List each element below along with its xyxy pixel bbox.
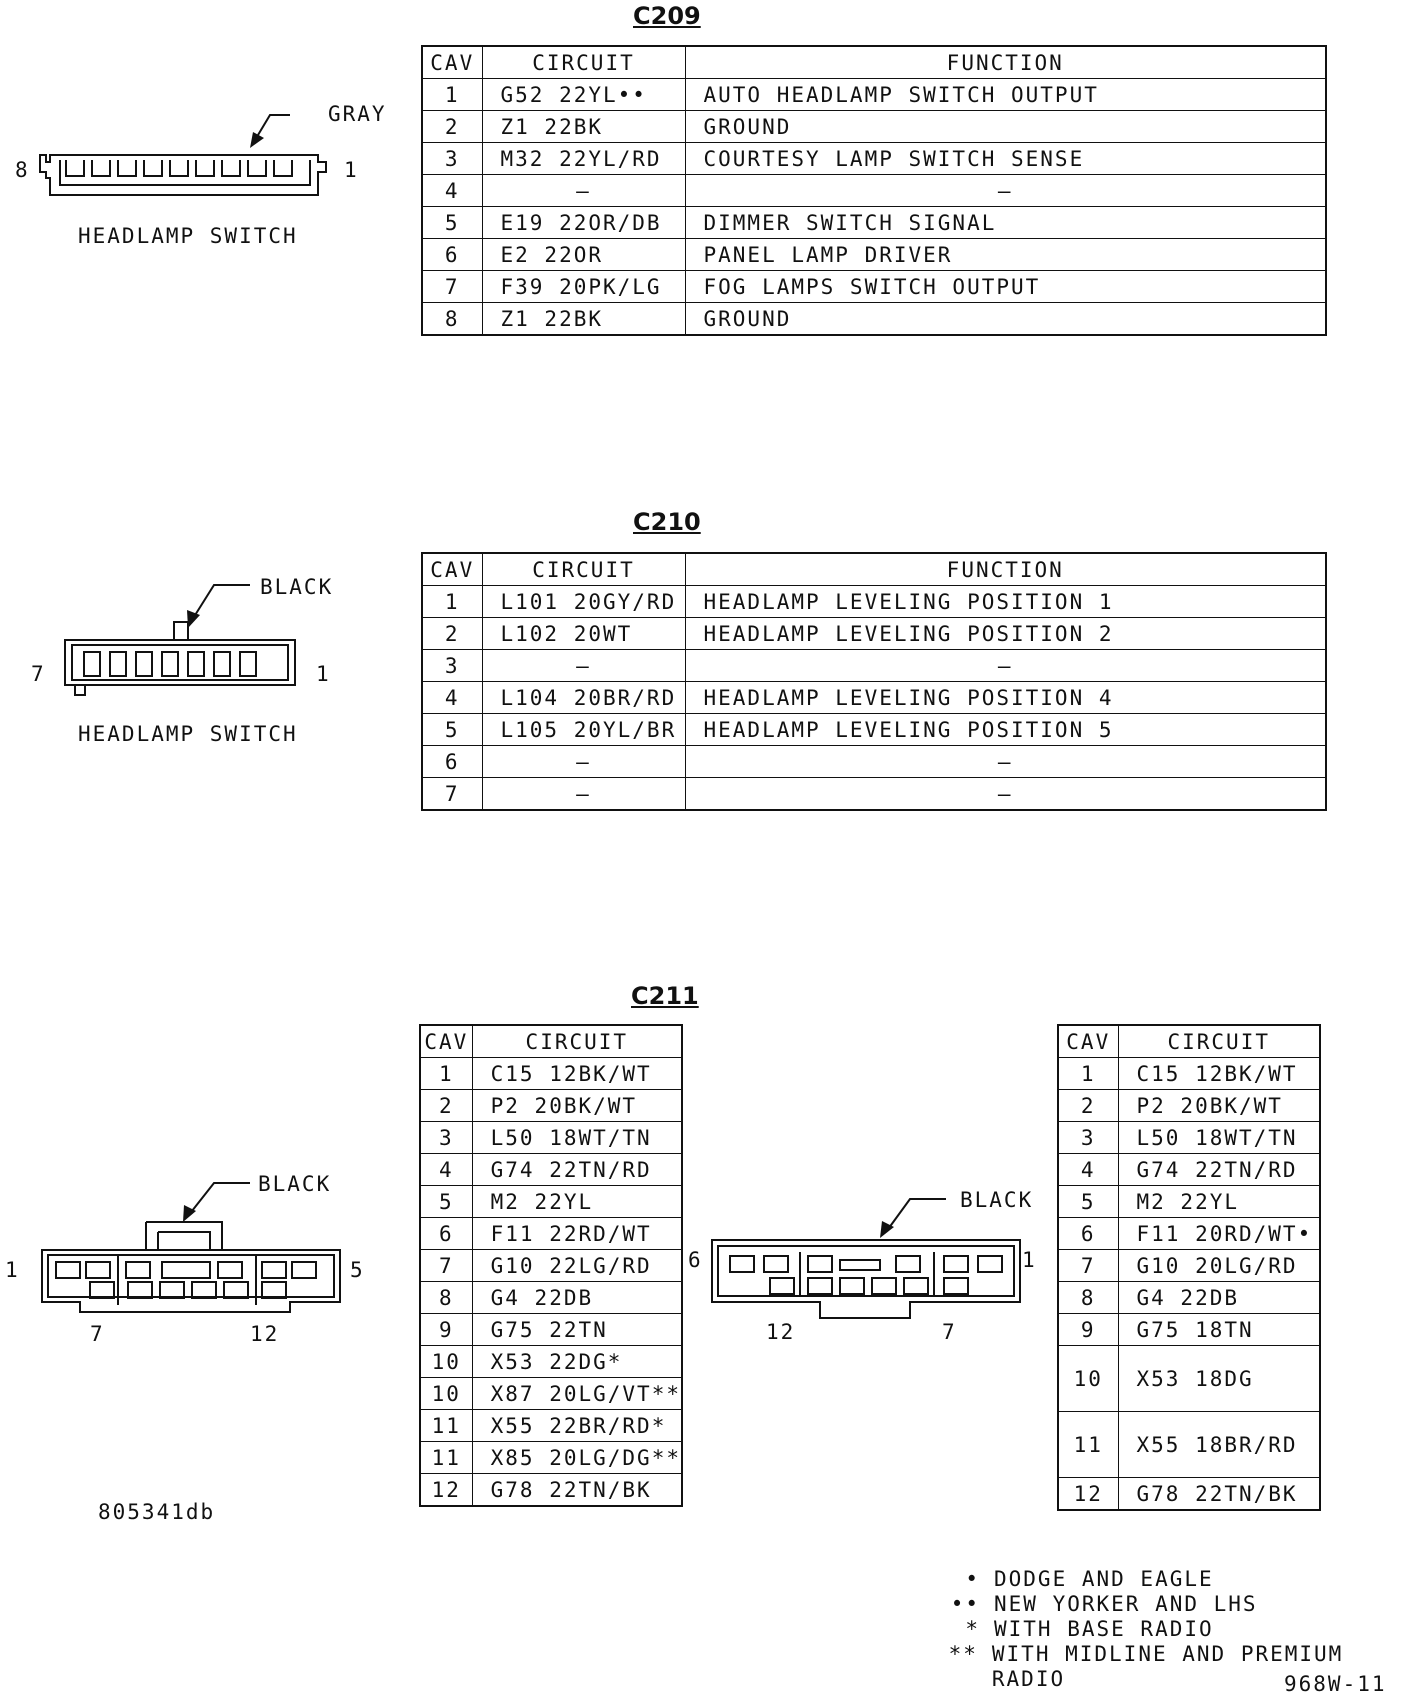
- table-row: [422, 586, 1326, 618]
- table-row: [1058, 1122, 1320, 1154]
- table-row: [1058, 1346, 1320, 1412]
- cav-cell: 2: [1058, 1090, 1118, 1122]
- table-row: [1058, 1250, 1320, 1282]
- table-row: [420, 1090, 682, 1122]
- function-cell: PANEL LAMP DRIVER: [685, 239, 1326, 271]
- circuit-cell: L104 20BR/RD: [482, 682, 685, 714]
- c210-table: [421, 552, 1327, 811]
- circuit-cell: G78 22TN/BK: [472, 1474, 682, 1507]
- cav-cell: 6: [420, 1218, 472, 1250]
- c211-left-pin-right: 5: [350, 1258, 365, 1282]
- cav-cell: 12: [420, 1474, 472, 1507]
- cav-cell: 1: [422, 586, 482, 618]
- c211-left-pin-bottom-right: 12: [250, 1322, 280, 1346]
- c209-table: [421, 45, 1327, 336]
- circuit-header: CIRCUIT: [482, 46, 685, 79]
- legend-symbol: ••: [950, 1592, 980, 1616]
- circuit-cell: G74 22TN/RD: [1118, 1154, 1320, 1186]
- c211-title: C211: [631, 982, 699, 1010]
- c211-left-color-label: BLACK: [258, 1172, 332, 1196]
- cav-cell: 10: [420, 1378, 472, 1410]
- circuit-cell: X53 18DG: [1118, 1346, 1320, 1412]
- circuit-cell: Z1 22BK: [482, 303, 685, 336]
- table-row: [420, 1474, 682, 1507]
- circuit-cell: Z1 22BK: [482, 111, 685, 143]
- circuit-cell: L101 20GY/RD: [482, 586, 685, 618]
- cav-cell: 1: [422, 79, 482, 111]
- table-header-row: [1058, 1025, 1320, 1058]
- table-row: [1058, 1154, 1320, 1186]
- circuit-cell: –: [482, 778, 685, 811]
- c211-left-pin-left: 1: [5, 1258, 20, 1282]
- circuit-header: CIRCUIT: [472, 1025, 682, 1058]
- circuit-cell: G74 22TN/RD: [472, 1154, 682, 1186]
- cav-cell: 5: [1058, 1186, 1118, 1218]
- cav-cell: 4: [422, 682, 482, 714]
- legend-item: [940, 1617, 1408, 1642]
- cav-cell: 7: [422, 778, 482, 811]
- cav-cell: 12: [1058, 1478, 1118, 1511]
- cav-cell: 10: [1058, 1346, 1118, 1412]
- cav-cell: 5: [422, 207, 482, 239]
- circuit-cell: –: [482, 650, 685, 682]
- circuit-cell: G4 22DB: [472, 1282, 682, 1314]
- function-cell: HEADLAMP LEVELING POSITION 2: [685, 618, 1326, 650]
- circuit-cell: L50 18WT/TN: [1118, 1122, 1320, 1154]
- legend-item: [940, 1567, 1408, 1592]
- cav-cell: 8: [422, 303, 482, 336]
- function-header: FUNCTION: [685, 553, 1326, 586]
- function-cell: HEADLAMP LEVELING POSITION 1: [685, 586, 1326, 618]
- circuit-cell: G75 18TN: [1118, 1314, 1320, 1346]
- c209-pin-right: 1: [344, 158, 359, 182]
- c209-connector-name: HEADLAMP SWITCH: [78, 224, 298, 248]
- c209-connector-drawing: [40, 115, 326, 195]
- cav-cell: 11: [420, 1442, 472, 1474]
- cav-cell: 9: [420, 1314, 472, 1346]
- table-row: [420, 1378, 682, 1410]
- circuit-cell: G10 20LG/RD: [1118, 1250, 1320, 1282]
- c211-right-connector-drawing: [712, 1199, 1020, 1318]
- cav-cell: 4: [422, 175, 482, 207]
- cav-header: CAV: [422, 46, 482, 79]
- function-cell: –: [685, 778, 1326, 811]
- cav-cell: 3: [422, 143, 482, 175]
- circuit-cell: G52 22YL••: [482, 79, 685, 111]
- table-row: [1058, 1282, 1320, 1314]
- legend-text: NEW YORKER AND LHS: [994, 1592, 1258, 1616]
- cav-cell: 2: [422, 111, 482, 143]
- table-row: [422, 239, 1326, 271]
- c210-pin-right: 1: [316, 662, 331, 686]
- c211-right-pin-bottom-left: 12: [766, 1320, 796, 1344]
- cav-cell: 5: [422, 714, 482, 746]
- table-row: [422, 303, 1326, 336]
- c211-right-pin-bottom-right: 7: [942, 1320, 957, 1344]
- cav-cell: 3: [420, 1122, 472, 1154]
- circuit-cell: –: [482, 746, 685, 778]
- legend-symbol: *: [965, 1617, 980, 1641]
- c211-left-connector-drawing: [42, 1183, 340, 1312]
- table-header-row: [422, 46, 1326, 79]
- c211-left-pin-bottom-left: 7: [90, 1322, 105, 1346]
- function-cell: –: [685, 175, 1326, 207]
- table-row: [420, 1282, 682, 1314]
- legend-symbol: **: [948, 1642, 978, 1666]
- circuit-cell: M2 22YL: [472, 1186, 682, 1218]
- function-cell: COURTESY LAMP SWITCH SENSE: [685, 143, 1326, 175]
- circuit-cell: X55 22BR/RD*: [472, 1410, 682, 1442]
- function-cell: GROUND: [685, 111, 1326, 143]
- cav-cell: 4: [420, 1154, 472, 1186]
- cav-header: CAV: [420, 1025, 472, 1058]
- table-row: [422, 271, 1326, 303]
- table-row: [1058, 1412, 1320, 1478]
- legend-text: WITH MIDLINE AND PREMIUM RADIO: [991, 1642, 1344, 1691]
- function-cell: DIMMER SWITCH SIGNAL: [685, 207, 1326, 239]
- c210-pin-left: 7: [31, 662, 46, 686]
- circuit-cell: F11 20RD/WT•: [1118, 1218, 1320, 1250]
- drawing-id: 968W-11: [1284, 1672, 1387, 1696]
- cav-cell: 6: [422, 746, 482, 778]
- table-row: [1058, 1058, 1320, 1090]
- circuit-header: CIRCUIT: [1118, 1025, 1320, 1058]
- circuit-cell: P2 20BK/WT: [472, 1090, 682, 1122]
- table-row: [1058, 1090, 1320, 1122]
- circuit-cell: F39 20PK/LG: [482, 271, 685, 303]
- circuit-cell: F11 22RD/WT: [472, 1218, 682, 1250]
- table-row: [422, 175, 1326, 207]
- circuit-cell: E19 22OR/DB: [482, 207, 685, 239]
- table-row: [422, 618, 1326, 650]
- table-row: [420, 1250, 682, 1282]
- circuit-header: CIRCUIT: [482, 553, 685, 586]
- cav-cell: 9: [1058, 1314, 1118, 1346]
- circuit-cell: X55 18BR/RD: [1118, 1412, 1320, 1478]
- cav-cell: 1: [420, 1058, 472, 1090]
- cav-cell: 4: [1058, 1154, 1118, 1186]
- c211-right-pin-left: 6: [688, 1248, 703, 1272]
- circuit-cell: P2 20BK/WT: [1118, 1090, 1320, 1122]
- table-header-row: [420, 1025, 682, 1058]
- legend-item: [940, 1592, 1408, 1617]
- circuit-cell: L50 18WT/TN: [472, 1122, 682, 1154]
- table-row: [420, 1314, 682, 1346]
- table-header-row: [422, 553, 1326, 586]
- circuit-cell: –: [482, 175, 685, 207]
- circuit-cell: L102 20WT: [482, 618, 685, 650]
- circuit-cell: M2 22YL: [1118, 1186, 1320, 1218]
- cav-cell: 6: [422, 239, 482, 271]
- c210-color-label: BLACK: [260, 575, 334, 599]
- table-row: [420, 1346, 682, 1378]
- cav-cell: 7: [422, 271, 482, 303]
- cav-header: CAV: [422, 553, 482, 586]
- circuit-cell: C15 12BK/WT: [1118, 1058, 1320, 1090]
- circuit-cell: X85 20LG/DG**: [472, 1442, 682, 1474]
- cav-cell: 3: [1058, 1122, 1118, 1154]
- circuit-cell: G78 22TN/BK: [1118, 1478, 1320, 1511]
- table-row: [422, 746, 1326, 778]
- figure-id: 805341db: [98, 1500, 216, 1524]
- c210-connector-name: HEADLAMP SWITCH: [78, 722, 298, 746]
- cav-cell: 10: [420, 1346, 472, 1378]
- function-cell: FOG LAMPS SWITCH OUTPUT: [685, 271, 1326, 303]
- c210-connector-drawing: [65, 585, 295, 695]
- table-row: [420, 1058, 682, 1090]
- cav-cell: 2: [422, 618, 482, 650]
- circuit-cell: L105 20YL/BR: [482, 714, 685, 746]
- c209-pin-left: 8: [15, 158, 30, 182]
- table-row: [420, 1154, 682, 1186]
- table-row: [420, 1442, 682, 1474]
- cav-cell: 8: [420, 1282, 472, 1314]
- cav-cell: 8: [1058, 1282, 1118, 1314]
- function-cell: –: [685, 746, 1326, 778]
- c211-right-table: [1057, 1024, 1321, 1511]
- legend-text: DODGE AND EAGLE: [994, 1567, 1214, 1591]
- table-row: [420, 1218, 682, 1250]
- c209-color-label: GRAY: [328, 102, 387, 126]
- table-row: [1058, 1218, 1320, 1250]
- circuit-cell: G75 22TN: [472, 1314, 682, 1346]
- function-cell: GROUND: [685, 303, 1326, 336]
- function-cell: HEADLAMP LEVELING POSITION 5: [685, 714, 1326, 746]
- cav-header: CAV: [1058, 1025, 1118, 1058]
- circuit-cell: G10 22LG/RD: [472, 1250, 682, 1282]
- circuit-cell: X53 22DG*: [472, 1346, 682, 1378]
- legend-symbol: •: [965, 1567, 980, 1591]
- table-row: [420, 1122, 682, 1154]
- table-row: [422, 650, 1326, 682]
- table-row: [420, 1410, 682, 1442]
- circuit-cell: C15 12BK/WT: [472, 1058, 682, 1090]
- table-row: [422, 778, 1326, 811]
- table-row: [420, 1186, 682, 1218]
- cav-cell: 2: [420, 1090, 472, 1122]
- cav-cell: 7: [1058, 1250, 1118, 1282]
- circuit-cell: G4 22DB: [1118, 1282, 1320, 1314]
- c210-title: C210: [633, 508, 701, 536]
- table-row: [422, 143, 1326, 175]
- cav-cell: 11: [1058, 1412, 1118, 1478]
- cav-cell: 5: [420, 1186, 472, 1218]
- legend-text: WITH BASE RADIO: [994, 1617, 1214, 1641]
- cav-cell: 6: [1058, 1218, 1118, 1250]
- c211-left-table: [419, 1024, 683, 1507]
- cav-cell: 3: [422, 650, 482, 682]
- table-row: [1058, 1314, 1320, 1346]
- cav-cell: 11: [420, 1410, 472, 1442]
- table-row: [422, 79, 1326, 111]
- table-row: [422, 111, 1326, 143]
- function-cell: AUTO HEADLAMP SWITCH OUTPUT: [685, 79, 1326, 111]
- function-cell: HEADLAMP LEVELING POSITION 4: [685, 682, 1326, 714]
- table-row: [1058, 1186, 1320, 1218]
- table-row: [422, 714, 1326, 746]
- function-cell: –: [685, 650, 1326, 682]
- circuit-cell: X87 20LG/VT**: [472, 1378, 682, 1410]
- c211-right-pin-right: 1: [1022, 1248, 1037, 1272]
- cav-cell: 7: [420, 1250, 472, 1282]
- c209-title: C209: [633, 2, 701, 30]
- circuit-cell: M32 22YL/RD: [482, 143, 685, 175]
- table-row: [422, 207, 1326, 239]
- table-row: [1058, 1478, 1320, 1511]
- function-header: FUNCTION: [685, 46, 1326, 79]
- circuit-cell: E2 22OR: [482, 239, 685, 271]
- cav-cell: 1: [1058, 1058, 1118, 1090]
- c211-right-color-label: BLACK: [960, 1188, 1034, 1212]
- table-row: [422, 682, 1326, 714]
